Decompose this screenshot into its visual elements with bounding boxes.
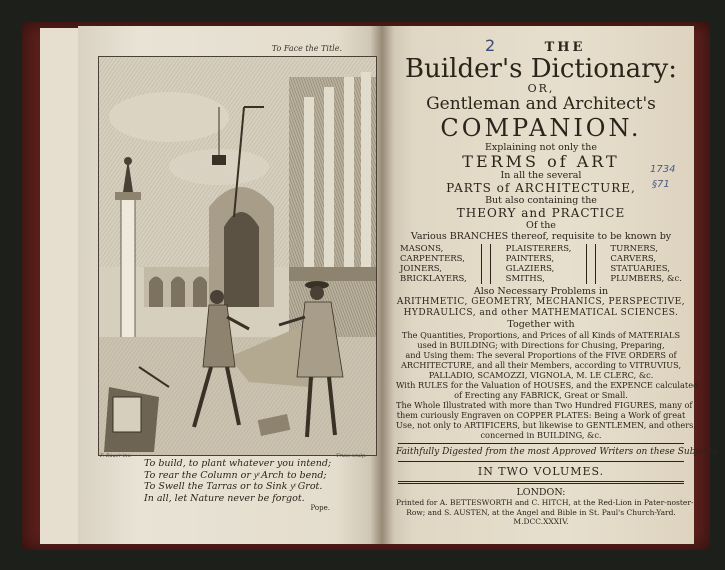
imprint-line: Printed for A. BETTESWORTH and C. HITCH, at the Red-Lion in Pater-noster- bbox=[396, 498, 694, 507]
endpaper bbox=[40, 28, 80, 544]
imprint-date: M.DCC.XXXIV. bbox=[513, 517, 569, 526]
verse-author: Pope. bbox=[310, 504, 330, 512]
title-article: THE bbox=[544, 40, 586, 55]
title-text: TERMS of ART bbox=[462, 152, 620, 171]
column-divider bbox=[586, 244, 596, 284]
title-text: ARCHITECTURE, and all their Members, according to VITRUVIUS, bbox=[400, 360, 682, 370]
trade-item: SMITHS, bbox=[505, 274, 545, 284]
title-text: Use, not only to ARTIFICERS, but likewise to GENTLEMEN, and others, bbox=[396, 420, 696, 430]
divider-double-rule bbox=[398, 481, 684, 484]
frontispiece-engraving bbox=[98, 56, 377, 456]
handwritten-note: 1734 bbox=[650, 164, 676, 175]
title-text: Explaining not only the bbox=[485, 142, 597, 153]
trade-item: STATUARIES, bbox=[610, 264, 671, 274]
imprint-line: Row; and S. AUSTEN, at the Angel and Bible in St. Paul's Church-Yard. bbox=[406, 507, 676, 517]
trades-column bbox=[396, 244, 471, 284]
title-text: But also containing the bbox=[485, 195, 597, 206]
title-text: Together with bbox=[507, 319, 575, 330]
title-text: HYDRAULICS, and other MATHEMATICAL SCIENCES. bbox=[403, 308, 679, 318]
engraver-credit-right: Truss sculp. bbox=[336, 453, 367, 459]
trade-item: PLAISTERERS, bbox=[505, 244, 572, 254]
trade-item: TURNERS, bbox=[610, 244, 658, 254]
title-text: Various BRANCHES thereof, requisite to be known by bbox=[410, 231, 672, 242]
title-text: Also Necessary Problems in bbox=[473, 286, 609, 297]
column-divider bbox=[481, 244, 491, 284]
title-or: OR, bbox=[527, 82, 555, 95]
title-text: them curiously Engraven on COPPER PLATES: Being a Work of great bbox=[396, 410, 686, 420]
divider-rule bbox=[398, 443, 684, 444]
title-text: The Quantities, Proportions, and Prices of all Kinds of MATERIALS bbox=[401, 330, 681, 340]
title-text: The Whole Illustrated with more than Two Hundred FIGURES, many of bbox=[396, 400, 693, 410]
title-text: Of the bbox=[526, 220, 556, 231]
title-text: PALLADIO, SCAMOZZI, VIGNOLA, M. LE CLERC, &c. bbox=[428, 370, 654, 380]
verse-line: In all, let Nature never be forgot. bbox=[144, 492, 305, 504]
title-text: PARTS of ARCHITECTURE, bbox=[446, 181, 636, 195]
book-subtitle: Gentleman and Architect's bbox=[426, 94, 656, 114]
trade-item: PAINTERS, bbox=[505, 254, 555, 264]
book-title: Builder's Dictionary: bbox=[405, 54, 677, 84]
title-text: With RULES for the Valuation of HOUSES, and the EXPENCE calculated bbox=[396, 380, 699, 390]
book-subtitle-companion: COMPANION. bbox=[440, 114, 642, 142]
engraving-illustration bbox=[99, 57, 376, 455]
trade-item: CARVERS, bbox=[610, 254, 657, 264]
trade-item: GLAZIERS, bbox=[505, 264, 555, 274]
trades-list bbox=[396, 244, 686, 284]
divider-rule bbox=[398, 461, 684, 462]
title-page bbox=[396, 40, 720, 527]
title-text: concerned in BUILDING, &c. bbox=[480, 430, 602, 440]
title-text: of Erecting any FABRICK, Great or Small. bbox=[454, 390, 628, 400]
title-text: and Using them: The several Proportions of the FIVE ORDERS of bbox=[405, 350, 677, 360]
title-text: ARITHMETIC, GEOMETRY, MECHANICS, PERSPECTIVE, bbox=[396, 297, 686, 307]
verse-line: To Swell the Tarras or to Sink yͤ Grot. bbox=[144, 481, 323, 492]
frontispiece-caption: To Face the Title. bbox=[271, 44, 342, 53]
trade-item: CARPENTERS, bbox=[400, 254, 465, 264]
pencil-number: 2 bbox=[485, 36, 496, 55]
title-text: Faithfully Digested from the most Approved Writers on these Subjects. bbox=[396, 447, 720, 457]
frontispiece-verse bbox=[144, 458, 364, 513]
trades-column bbox=[502, 244, 576, 284]
title-text: In all the several bbox=[500, 170, 582, 181]
verse-line: To build, to plant whatever you intend; bbox=[144, 458, 332, 469]
trade-item: PLUMBERS, &c. bbox=[610, 274, 682, 284]
title-text: used in BUILDING; with Directions for Chusing, Preparing, bbox=[417, 340, 665, 350]
trade-item: BRICKLAYERS, bbox=[400, 274, 467, 284]
trades-column bbox=[606, 244, 686, 284]
trade-item: MASONS, bbox=[400, 244, 444, 254]
trade-item: JOINERS, bbox=[400, 264, 442, 274]
engraver-credit-left: F. Bauer inv. bbox=[100, 453, 132, 459]
volumes-note: IN TWO VOLUMES. bbox=[477, 465, 605, 478]
title-text: THEORY and PRACTICE bbox=[456, 206, 626, 220]
verse-line: To rear the Column or yͤ Arch to bend; bbox=[144, 469, 327, 481]
imprint-city: LONDON: bbox=[516, 487, 566, 498]
handwritten-note: §71 bbox=[652, 179, 670, 190]
